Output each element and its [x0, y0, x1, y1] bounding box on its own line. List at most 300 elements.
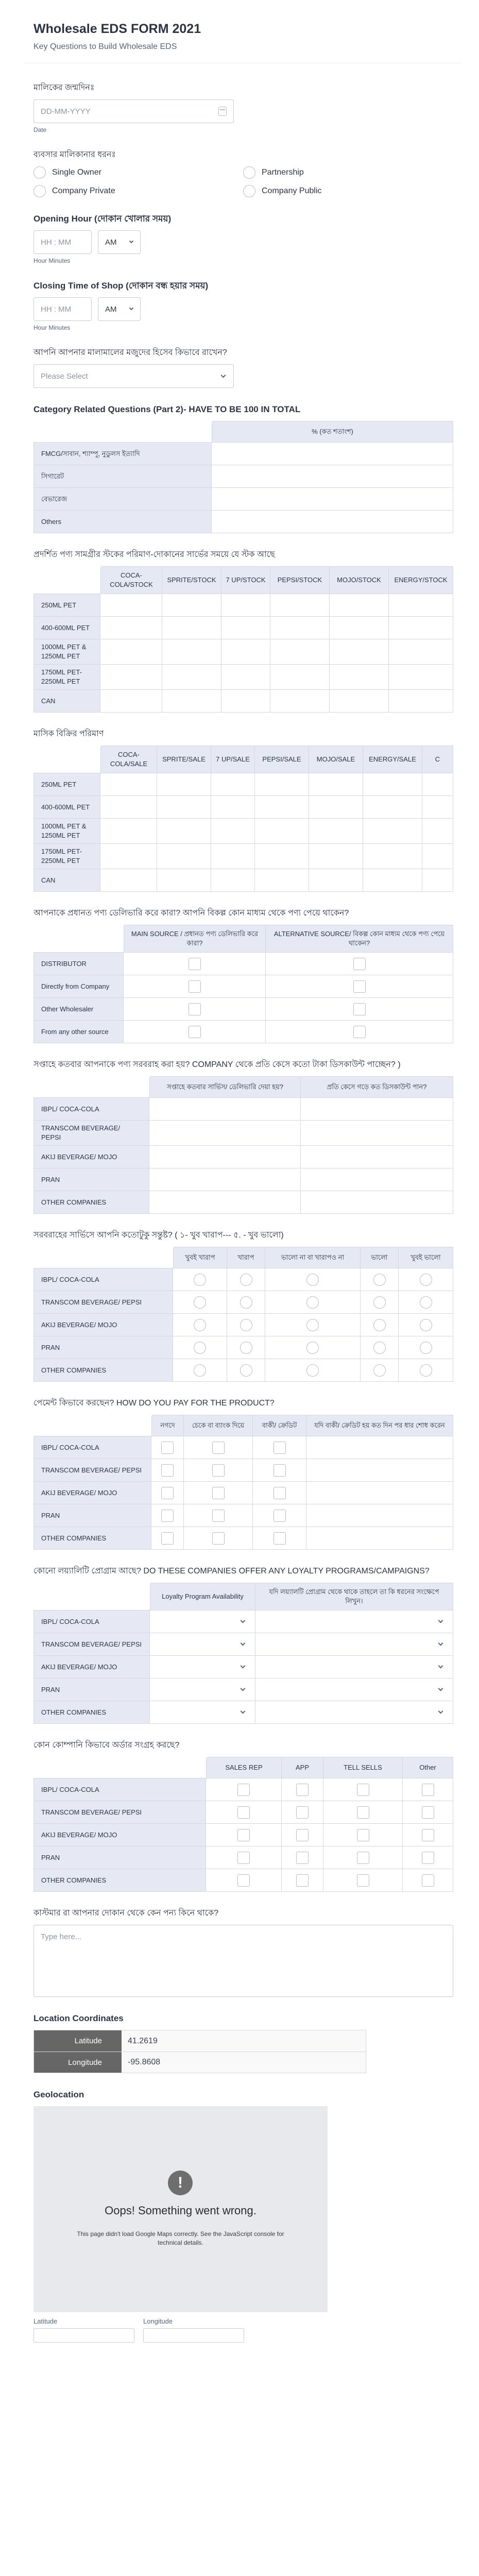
- text-input-cell[interactable]: [255, 869, 309, 892]
- radio-button[interactable]: [243, 166, 255, 179]
- text-input-cell[interactable]: [330, 639, 389, 665]
- map-container[interactable]: [33, 2106, 328, 2312]
- geo-longitude-label: Longitude: [143, 2317, 173, 2325]
- checkbox[interactable]: [422, 1874, 434, 1887]
- radio-button[interactable]: [306, 1296, 319, 1309]
- table-body: [33, 1611, 453, 1724]
- checkbox-cell: [266, 975, 453, 998]
- text-input-cell[interactable]: [330, 617, 389, 639]
- table-row: [33, 998, 453, 1021]
- radio-button[interactable]: [373, 1274, 386, 1286]
- text-input-cell[interactable]: [100, 819, 157, 844]
- matrix-questions: [33, 403, 453, 1892]
- checkbox-cell: [282, 1801, 323, 1824]
- row-label: IBPL/ COCA-COLA: [33, 1778, 206, 1801]
- closing-time-input[interactable]: [33, 297, 92, 321]
- text-input-cell[interactable]: [309, 773, 363, 796]
- text-input-cell[interactable]: [221, 639, 270, 665]
- dropdown-cell[interactable]: [255, 1656, 453, 1679]
- checkbox[interactable]: [422, 1806, 434, 1819]
- text-input-cell[interactable]: [301, 1168, 453, 1191]
- dropdown-cell[interactable]: [255, 1633, 453, 1656]
- text-input-cell[interactable]: [255, 773, 309, 796]
- row-label: 1000ML PET & 1250ML PET: [33, 639, 100, 665]
- text-input-cell[interactable]: [389, 665, 453, 690]
- text-input-cell[interactable]: [363, 844, 422, 869]
- dropdown-cell[interactable]: [150, 1611, 255, 1633]
- radio-cell: [361, 1291, 399, 1314]
- dropdown-cell[interactable]: [255, 1701, 453, 1724]
- text-input-cell[interactable]: [309, 844, 363, 869]
- row-label: IBPL/ COCA-COLA: [33, 1611, 150, 1633]
- text-input-cell[interactable]: [309, 869, 363, 892]
- text-input-cell[interactable]: [149, 1098, 301, 1121]
- chevron-down-icon: [438, 1708, 443, 1714]
- text-input-cell[interactable]: [363, 796, 422, 819]
- opening-sublabel: Hour Minutes: [33, 257, 71, 264]
- checkbox[interactable]: [422, 1784, 434, 1796]
- text-input-cell[interactable]: [149, 1168, 301, 1191]
- table-header-row: [33, 1076, 453, 1098]
- radio-button[interactable]: [420, 1364, 432, 1377]
- geo-latitude-input[interactable]: [33, 2328, 134, 2343]
- checkbox[interactable]: [357, 1852, 369, 1864]
- radio-button[interactable]: [194, 1319, 206, 1331]
- text-input-cell[interactable]: [211, 869, 255, 892]
- table-header-row: [33, 566, 453, 594]
- ownership-option-single-owner[interactable]: [33, 166, 243, 179]
- text-input-cell[interactable]: [211, 844, 255, 869]
- ampm-value: AM: [105, 304, 117, 314]
- row-label: AKIJ BEVERAGE/ MOJO: [33, 1146, 149, 1168]
- text-input-cell[interactable]: [157, 819, 211, 844]
- radio-button[interactable]: [373, 1296, 386, 1309]
- column-header: MOJO/STOCK: [330, 566, 389, 594]
- chevron-down-icon: [241, 1686, 246, 1691]
- text-input-cell[interactable]: [221, 617, 270, 639]
- text-input-cell[interactable]: [221, 594, 270, 617]
- exclamation-icon: !: [168, 2171, 193, 2195]
- text-input-cell[interactable]: [162, 594, 221, 617]
- opening-hour-label: Opening Hour (দোকান খোলার সময়): [33, 214, 172, 224]
- checkbox[interactable]: [273, 1487, 286, 1499]
- text-input-cell[interactable]: [301, 1121, 453, 1146]
- source-section: [33, 907, 453, 1043]
- row-label: From any other source: [33, 1021, 124, 1043]
- row-label: OTHER COMPANIES: [33, 1191, 149, 1214]
- text-input-cell[interactable]: [309, 796, 363, 819]
- checkbox[interactable]: [212, 1464, 225, 1477]
- checkbox[interactable]: [189, 1003, 201, 1015]
- text-input-cell[interactable]: [149, 1146, 301, 1168]
- text-input-cell[interactable]: [100, 594, 162, 617]
- chevron-down-icon: [438, 1686, 443, 1691]
- row-label: AKIJ BEVERAGE/ MOJO: [33, 1656, 150, 1679]
- radio-button[interactable]: [420, 1342, 432, 1354]
- checkbox-cell: [151, 1482, 184, 1504]
- checkbox[interactable]: [161, 1464, 174, 1477]
- option-label: Company Private: [52, 187, 115, 195]
- text-input-cell[interactable]: [306, 1527, 453, 1550]
- checkbox-cell: [282, 1846, 323, 1869]
- table-row: [33, 639, 453, 665]
- text-input-cell[interactable]: [149, 1121, 301, 1146]
- opening-ampm-select[interactable]: [98, 230, 141, 254]
- dropdown-cell[interactable]: [150, 1656, 255, 1679]
- table-row: [33, 1504, 453, 1527]
- checkbox-cell: [323, 1869, 403, 1892]
- table-row: [33, 1611, 453, 1633]
- weekly-matrix-table: [33, 1076, 453, 1214]
- radio-button[interactable]: [306, 1364, 319, 1377]
- column-header: APP: [282, 1757, 323, 1778]
- checkbox-cell: [124, 1021, 266, 1043]
- loyalty-matrix-table: [33, 1583, 453, 1724]
- radio-button[interactable]: [420, 1274, 432, 1286]
- text-input-cell[interactable]: [211, 773, 255, 796]
- radio-button[interactable]: [240, 1364, 252, 1377]
- text-input-cell[interactable]: [306, 1504, 453, 1527]
- text-input-cell[interactable]: [157, 773, 211, 796]
- checkbox-cell: [266, 998, 453, 1021]
- column-header: ALTERNATIVE SOURCE/ বিকল্প কোন মাধ্যম থেকে পণ্য পেয়ে থাকেন?: [266, 925, 453, 953]
- checkbox-cell: [323, 1778, 403, 1801]
- row-label: Other Wholesaler: [33, 998, 124, 1021]
- checkbox[interactable]: [296, 1829, 309, 1841]
- radio-button[interactable]: [194, 1274, 206, 1286]
- checkbox[interactable]: [273, 1532, 286, 1545]
- text-input-cell[interactable]: [306, 1459, 453, 1482]
- table-header-row: [33, 1247, 453, 1268]
- checkbox[interactable]: [212, 1487, 225, 1499]
- table-row: [33, 796, 453, 819]
- text-input-cell[interactable]: [255, 796, 309, 819]
- table-body: [33, 1268, 453, 1382]
- radio-button[interactable]: [306, 1319, 319, 1331]
- closing-ampm-select[interactable]: [98, 297, 141, 321]
- ownership-section: [33, 149, 453, 197]
- text-input-cell[interactable]: [270, 594, 330, 617]
- radio-button[interactable]: [33, 185, 46, 197]
- location-coordinates-table: [33, 2030, 366, 2073]
- radio-button[interactable]: [243, 185, 255, 197]
- table-row: [33, 1459, 453, 1482]
- dropdown-cell[interactable]: [150, 1679, 255, 1701]
- textarea-placeholder: Type here...: [41, 1933, 82, 1941]
- column-header: যদি বাকী/ ক্রেডিট হয় কত দিন পর ধার শোধ করেন: [306, 1415, 453, 1436]
- radio-button[interactable]: [194, 1364, 206, 1377]
- customers-textarea[interactable]: [33, 1925, 453, 1997]
- text-input-cell[interactable]: [100, 844, 157, 869]
- radio-button[interactable]: [306, 1274, 319, 1286]
- chevron-down-icon: [241, 1663, 246, 1668]
- text-input-cell[interactable]: [100, 690, 162, 713]
- text-input-cell[interactable]: [330, 690, 389, 713]
- checkbox-cell: [323, 1801, 403, 1824]
- header-corner: [33, 745, 100, 773]
- checkbox[interactable]: [237, 1852, 250, 1864]
- text-input-cell[interactable]: [162, 639, 221, 665]
- text-input-cell[interactable]: [301, 1191, 453, 1214]
- checkbox[interactable]: [161, 1532, 174, 1545]
- checkbox[interactable]: [161, 1442, 174, 1454]
- text-input-cell[interactable]: [212, 443, 453, 465]
- row-label: OTHER COMPANIES: [33, 1359, 173, 1382]
- longitude-key: Longitude: [34, 2052, 122, 2073]
- checkbox-cell: [323, 1824, 403, 1846]
- table-row: [33, 1314, 453, 1336]
- text-input-cell[interactable]: [100, 617, 162, 639]
- checkbox[interactable]: [189, 958, 201, 970]
- checkbox[interactable]: [357, 1784, 369, 1796]
- text-input-cell[interactable]: [301, 1146, 453, 1168]
- text-input-cell[interactable]: [363, 773, 422, 796]
- header-corner: [33, 421, 212, 443]
- checkbox-cell: [403, 1801, 453, 1824]
- checkbox[interactable]: [296, 1806, 309, 1819]
- dropdown-cell[interactable]: [255, 1679, 453, 1701]
- form-subtitle: Key Questions to Build Wholesale EDS: [33, 42, 177, 51]
- radio-cell: [361, 1268, 399, 1291]
- text-input-cell[interactable]: [255, 844, 309, 869]
- table-row: [33, 1846, 453, 1869]
- column-header: % (কত শতাংশ): [212, 421, 453, 443]
- table-row: [33, 869, 453, 892]
- dob-date-input[interactable]: [33, 99, 234, 123]
- column-header: SALES REP: [206, 1757, 282, 1778]
- text-input-cell[interactable]: [389, 690, 453, 713]
- ownership-option-company-private[interactable]: [33, 185, 243, 197]
- table-row: [33, 617, 453, 639]
- loyalty-question-label: কোনো লয়্যালিটি প্রোগ্রাম আছে? DO THESE COMPANIES OFFER ANY LOYALTY PROGRAMS/CAMPAIGNS?: [33, 1567, 430, 1575]
- checkbox[interactable]: [189, 1026, 201, 1038]
- text-input-cell[interactable]: [100, 773, 157, 796]
- checkbox[interactable]: [212, 1532, 225, 1545]
- checkbox[interactable]: [357, 1874, 369, 1887]
- text-input-cell[interactable]: [270, 639, 330, 665]
- opening-time-input[interactable]: [33, 230, 92, 254]
- checkbox[interactable]: [422, 1829, 434, 1841]
- text-input-cell[interactable]: [389, 617, 453, 639]
- column-header: PEPSI/STOCK: [270, 566, 330, 594]
- row-label: TRANSCOM BEVERAGE/ PEPSI: [33, 1801, 206, 1824]
- map-error-title: Oops! Something went wrong.: [105, 2204, 256, 2217]
- checkbox[interactable]: [353, 1003, 366, 1015]
- table-row: [33, 1824, 453, 1846]
- row-label: 250ML PET: [33, 773, 100, 796]
- checkbox[interactable]: [353, 1026, 366, 1038]
- radio-button[interactable]: [194, 1296, 206, 1309]
- radio-button[interactable]: [240, 1274, 252, 1286]
- header-corner: [33, 566, 100, 594]
- table-row: [33, 488, 453, 511]
- text-input-cell[interactable]: [157, 796, 211, 819]
- header-corner: [33, 1757, 206, 1778]
- row-label: IBPL/ COCA-COLA: [33, 1098, 149, 1121]
- checkbox[interactable]: [161, 1487, 174, 1499]
- checkbox[interactable]: [296, 1852, 309, 1864]
- row-label: FMCG/সাবান, শ্যাম্পু, নুডুলস ইত্যাদি: [33, 443, 212, 465]
- text-input-cell[interactable]: [309, 819, 363, 844]
- text-input-cell[interactable]: [162, 665, 221, 690]
- checkbox-cell: [282, 1824, 323, 1846]
- table-row: [33, 1168, 453, 1191]
- table-row: [33, 594, 453, 617]
- radio-cell: [361, 1336, 399, 1359]
- checkbox[interactable]: [296, 1784, 309, 1796]
- inventory-select[interactable]: [33, 364, 234, 388]
- radio-button[interactable]: [194, 1342, 206, 1354]
- text-input-cell[interactable]: [100, 796, 157, 819]
- checkbox[interactable]: [273, 1442, 286, 1454]
- checkbox[interactable]: [237, 1829, 250, 1841]
- radio-button[interactable]: [240, 1342, 252, 1354]
- radio-button[interactable]: [420, 1319, 432, 1331]
- column-header: ভালো না বা খারাপও না: [265, 1247, 361, 1268]
- radio-button[interactable]: [240, 1296, 252, 1309]
- checkbox[interactable]: [161, 1510, 174, 1522]
- ownership-option-company-public[interactable]: [243, 185, 398, 197]
- table-header-row: [33, 1583, 453, 1611]
- table-row: [33, 1121, 453, 1146]
- radio-button[interactable]: [240, 1319, 252, 1331]
- table-row: [33, 665, 453, 690]
- ownership-option-partnership[interactable]: [243, 166, 398, 179]
- category-matrix-table: [33, 421, 453, 533]
- radio-cell: [399, 1359, 453, 1382]
- text-input-cell[interactable]: [363, 869, 422, 892]
- text-input-cell[interactable]: [211, 796, 255, 819]
- row-label: OTHER COMPANIES: [33, 1701, 150, 1724]
- checkbox-cell: [282, 1778, 323, 1801]
- checkbox[interactable]: [212, 1510, 225, 1522]
- text-input-cell[interactable]: [157, 869, 211, 892]
- radio-button[interactable]: [33, 166, 46, 179]
- column-header: ENERGY/SALE: [363, 745, 422, 773]
- text-input-cell[interactable]: [422, 869, 453, 892]
- closing-time-label: Closing Time of Shop (দোকান বন্ধ হয়ার সময়): [33, 281, 209, 291]
- checkbox[interactable]: [357, 1806, 369, 1819]
- text-input-cell[interactable]: [270, 665, 330, 690]
- table-row: [33, 1778, 453, 1801]
- geolocation-label: Geolocation: [33, 2090, 84, 2099]
- header-corner: [33, 1583, 150, 1611]
- text-input-cell[interactable]: [162, 690, 221, 713]
- dropdown-cell[interactable]: [255, 1611, 453, 1633]
- geo-longitude-input[interactable]: [143, 2328, 244, 2343]
- checkbox[interactable]: [189, 980, 201, 993]
- column-header: বাকী/ ক্রেডিট: [253, 1415, 306, 1436]
- ownership-label: ব্যবসার মালিকানার ধরনঃ: [33, 150, 116, 159]
- calendar-icon[interactable]: [218, 107, 227, 116]
- text-input-cell[interactable]: [422, 796, 453, 819]
- row-label: 1750ML PET-2250ML PET: [33, 844, 100, 869]
- location-section: [33, 2012, 453, 2073]
- checkbox[interactable]: [353, 980, 366, 993]
- checkbox-cell: [206, 1846, 282, 1869]
- column-header: TELL SELLS: [323, 1757, 403, 1778]
- text-input-cell[interactable]: [330, 665, 389, 690]
- checkbox[interactable]: [237, 1784, 250, 1796]
- row-label: 250ML PET: [33, 594, 100, 617]
- dropdown-cell[interactable]: [150, 1701, 255, 1724]
- checkbox[interactable]: [353, 958, 366, 970]
- text-input-cell[interactable]: [422, 773, 453, 796]
- table-row: [33, 1336, 453, 1359]
- column-header: 7 UP/STOCK: [221, 566, 270, 594]
- checkbox[interactable]: [422, 1852, 434, 1864]
- checkbox[interactable]: [237, 1874, 250, 1887]
- text-input-cell[interactable]: [149, 1191, 301, 1214]
- text-input-cell[interactable]: [221, 665, 270, 690]
- table-row: [33, 465, 453, 488]
- text-input-cell[interactable]: [306, 1482, 453, 1504]
- text-input-cell[interactable]: [100, 665, 162, 690]
- column-header: যদি লয়্যালটি প্রোগ্রাম থেকে থাকে তাহলে তা কি ধরনের সংক্ষেপে লিখুন।: [255, 1583, 453, 1611]
- checkbox[interactable]: [273, 1464, 286, 1477]
- radio-cell: [265, 1336, 361, 1359]
- text-input-cell[interactable]: [100, 869, 157, 892]
- checkbox[interactable]: [237, 1806, 250, 1819]
- dropdown-cell[interactable]: [150, 1633, 255, 1656]
- text-input-cell[interactable]: [422, 844, 453, 869]
- stock-question-label: প্রদর্শিত পণ্য সামগ্রীর স্টকের পরিমাণ-দোকানের সার্ভের সময়ে যে স্টক আছে: [33, 550, 275, 559]
- checkbox[interactable]: [212, 1442, 225, 1454]
- radio-button[interactable]: [373, 1342, 386, 1354]
- checkbox[interactable]: [296, 1874, 309, 1887]
- row-label: 1750ML PET-2250ML PET: [33, 665, 100, 690]
- radio-button[interactable]: [420, 1296, 432, 1309]
- row-label: OTHER COMPANIES: [33, 1527, 151, 1550]
- checkbox[interactable]: [273, 1510, 286, 1522]
- text-input-cell[interactable]: [212, 465, 453, 488]
- text-input-cell[interactable]: [162, 617, 221, 639]
- column-header: খুবই খারাপ: [173, 1247, 227, 1268]
- text-input-cell[interactable]: [212, 511, 453, 533]
- text-input-cell[interactable]: [330, 594, 389, 617]
- payment-section: [33, 1397, 453, 1550]
- radio-button[interactable]: [373, 1319, 386, 1331]
- text-input-cell[interactable]: [157, 844, 211, 869]
- text-input-cell[interactable]: [211, 819, 255, 844]
- text-input-cell[interactable]: [301, 1098, 453, 1121]
- text-input-cell[interactable]: [270, 690, 330, 713]
- text-input-cell[interactable]: [212, 488, 453, 511]
- text-input-cell[interactable]: [389, 639, 453, 665]
- radio-button[interactable]: [373, 1364, 386, 1377]
- row-label: 400-600ML PET: [33, 617, 100, 639]
- latitude-key: Latitude: [34, 2030, 122, 2052]
- text-input-cell[interactable]: [389, 594, 453, 617]
- text-input-cell[interactable]: [255, 819, 309, 844]
- text-input-cell[interactable]: [100, 639, 162, 665]
- table-row: [33, 1021, 453, 1043]
- header-corner: [33, 1415, 151, 1436]
- table-header-row: [33, 421, 453, 443]
- text-input-cell[interactable]: [422, 819, 453, 844]
- checkbox[interactable]: [357, 1829, 369, 1841]
- row-label: IBPL/ COCA-COLA: [33, 1268, 173, 1291]
- radio-button[interactable]: [306, 1342, 319, 1354]
- text-input-cell[interactable]: [221, 690, 270, 713]
- text-input-cell[interactable]: [306, 1436, 453, 1459]
- ampm-value: AM: [105, 238, 117, 247]
- text-input-cell[interactable]: [270, 617, 330, 639]
- table-body: [33, 1778, 453, 1892]
- text-input-cell[interactable]: [363, 819, 422, 844]
- column-header: Other: [403, 1757, 453, 1778]
- checkbox-cell: [184, 1436, 253, 1459]
